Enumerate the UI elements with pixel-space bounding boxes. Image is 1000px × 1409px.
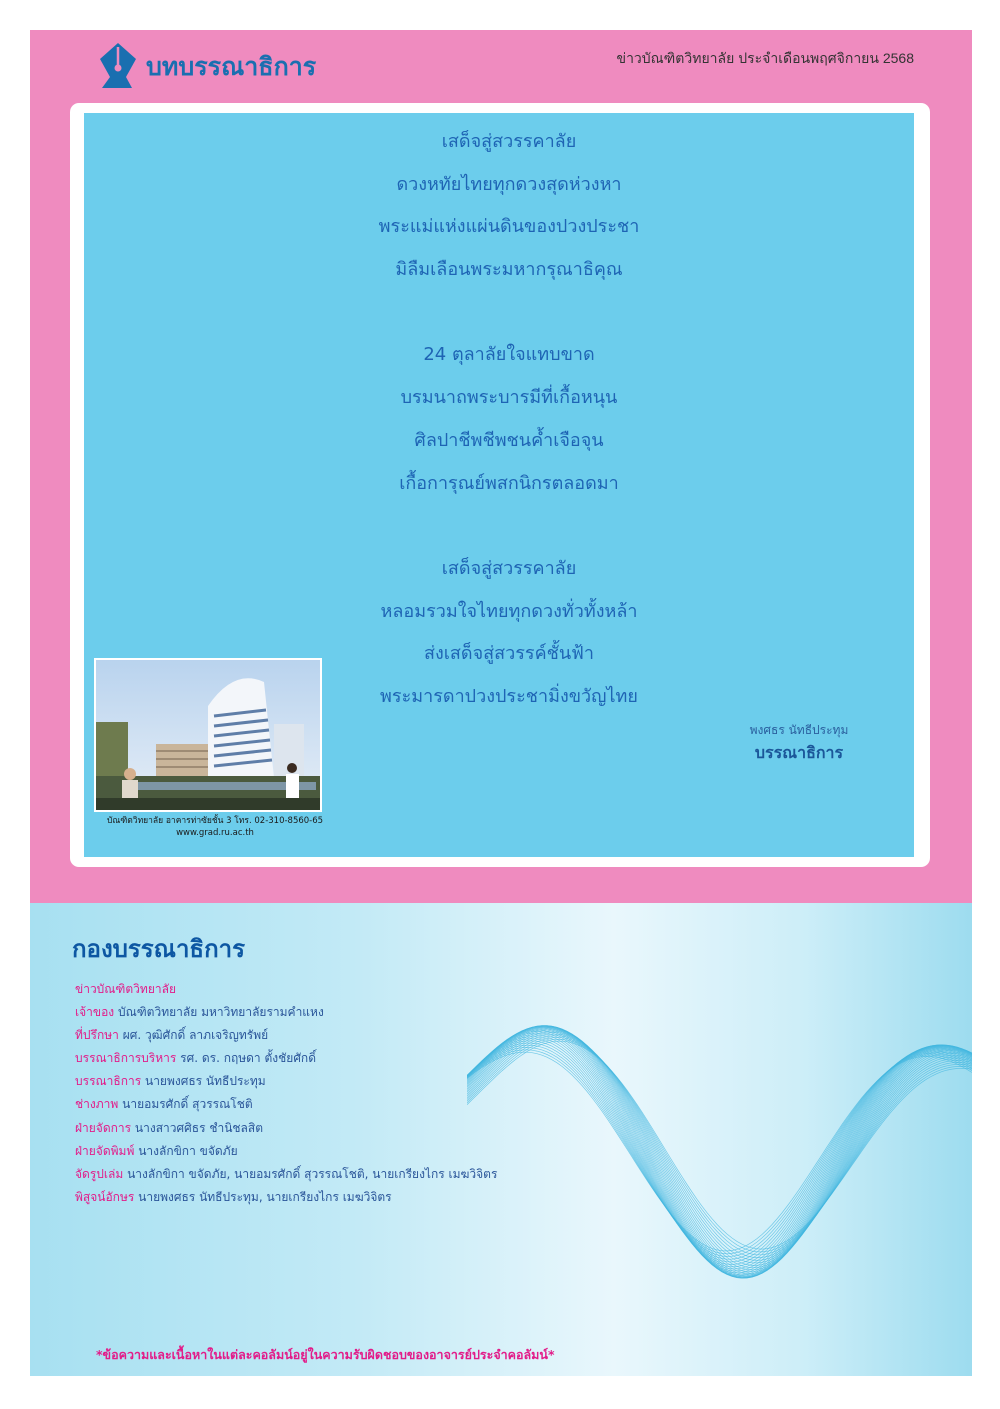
footer-note: *ข้อความและเนื้อหาในแต่ละคอลัมน์อยู่ในความรับผิดชอบของอาจารย์ประจำคอลัมน์* xyxy=(96,1347,555,1362)
board-item xyxy=(75,1024,497,1047)
board-item-value: รศ. ดร. กฤษดา ตั้งชัยศักดิ์ xyxy=(180,1051,316,1066)
poem-line: เสด็จสู่สวรรคาลัย xyxy=(441,131,577,152)
poem-panel xyxy=(84,113,914,857)
wave-lines-decoration xyxy=(467,963,972,1303)
caption-address: บัณฑิตวิทยาลัย อาคารท่าซัยชั้น 3 โทร. 02-310-8560-65 xyxy=(106,816,324,826)
signature-role: บรรณาธิการ xyxy=(754,743,844,762)
board-item xyxy=(75,1070,497,1093)
board-item xyxy=(75,1140,497,1163)
wave-line xyxy=(467,1041,972,1249)
board-item-value: ผศ. วุฒิศักดิ์ ลาภเจริญทรัพย์ xyxy=(122,1028,269,1043)
poem xyxy=(234,121,784,719)
board-item xyxy=(75,978,497,1001)
wave-line xyxy=(467,1043,972,1262)
editorial-heading: บทบรรณาธิการ xyxy=(146,52,317,81)
editorial-board-section xyxy=(30,903,972,1376)
signature-name: พงศธร นัทธีประทุม xyxy=(749,723,849,737)
poem-line: เกื้อการุณย์พสกนิกรตลอดมา xyxy=(399,472,619,494)
fountain-pen-icon xyxy=(96,41,140,93)
wave-line xyxy=(467,1026,972,1278)
wave-line xyxy=(467,1052,972,1251)
wave-line xyxy=(467,1030,972,1276)
poem-line: พระแม่แห่งแผ่นดินของปวงประชา xyxy=(378,216,640,238)
editorial-section xyxy=(30,30,972,903)
board-list xyxy=(75,978,497,1209)
board-item xyxy=(75,1047,497,1070)
board-item-value: นางลักขิกา ขจัดภัย xyxy=(138,1143,238,1158)
poem-line: บรมนาถพระบารมีที่เกื้อหนุน xyxy=(400,387,618,409)
board-item-value: นายพงศธร นัทธีประทุม, นายเกรียงไกร เมฆวิจิตร xyxy=(138,1189,392,1204)
board-item-label: ฝ่ายจัดพิมพ์ xyxy=(75,1143,135,1158)
board-item-value: นายพงศธร นัทธีประทุม xyxy=(144,1074,266,1089)
issue-label: ข่าวบัณฑิตวิทยาลัย ประจำเดือนพฤศจิกายน 2568 xyxy=(616,50,914,66)
photo-caption xyxy=(84,815,346,839)
wave-line xyxy=(467,1026,972,1277)
board-item-value: นายอมรศักดิ์ สุวรรณโชติ xyxy=(122,1097,253,1112)
board-item-label: จัดรูปเล่ม xyxy=(75,1166,124,1181)
board-item-label: ที่ปรึกษา xyxy=(75,1028,119,1043)
poem-line: 24 ตุลาลัยใจแทบขาด xyxy=(423,344,595,366)
board-item-value: นางลักขิกา ขจัดภัย, นายอมรศักดิ์ สุวรรณโชติ, นายเกรียงไกร เมฆวิจิตร xyxy=(127,1166,498,1181)
board-item-label: ฝ่ายจัดการ xyxy=(75,1120,132,1135)
board-item-label: พิสูจน์อักษร xyxy=(75,1189,135,1204)
content-frame xyxy=(70,103,930,867)
poem-line: ศิลปาชีพชีพชนค้ำเจือจุน xyxy=(414,429,604,451)
stanza-gap xyxy=(234,292,784,335)
editorial-logo xyxy=(96,42,316,92)
wave-line xyxy=(467,1026,972,1278)
board-item-label: บรรณาธิการบริหาร xyxy=(75,1051,177,1066)
board-item-value: นางสาวศศิธร ชำนิชลสิต xyxy=(134,1120,264,1135)
poem-line: ดวงหทัยไทยทุกดวงสุดห่วงหา xyxy=(396,173,622,195)
poem-line: หลอมรวมใจไทยทุกดวงทั่วทั้งหล้า xyxy=(380,600,638,622)
building-photo xyxy=(94,658,322,812)
board-item-label: ข่าวบัณฑิตวิทยาลัย xyxy=(75,982,176,996)
board-item xyxy=(75,1093,497,1116)
board-item xyxy=(75,1186,497,1209)
poem-line: ส่งเสด็จสู่สวรรค์ชั้นฟ้า xyxy=(424,643,594,665)
board-item-label: ช่างภาพ xyxy=(75,1097,119,1112)
board-item-label: เจ้าของ xyxy=(75,1005,115,1020)
board-title: กองบรรณาธิการ xyxy=(72,935,245,963)
board-item xyxy=(75,1001,497,1024)
poem-line: เสด็จสู่สวรรคาลัย xyxy=(441,557,577,579)
poem-line: พระมารดาปวงประชามิ่งขวัญไทย xyxy=(380,685,638,707)
newsletter-page xyxy=(30,30,972,1376)
poem-line: มิลืมเลือนพระมหากรุณาธิคุณ xyxy=(395,259,623,281)
board-item-value: บัณฑิตวิทยาลัย มหาวิทยาลัยรามคำแหง xyxy=(117,1005,324,1020)
board-item xyxy=(75,1117,497,1140)
stanza-gap xyxy=(234,505,784,548)
caption-website: www.grad.ru.ac.th xyxy=(176,828,254,838)
board-item xyxy=(75,1163,497,1186)
board-item-label: บรรณาธิการ xyxy=(75,1074,142,1089)
